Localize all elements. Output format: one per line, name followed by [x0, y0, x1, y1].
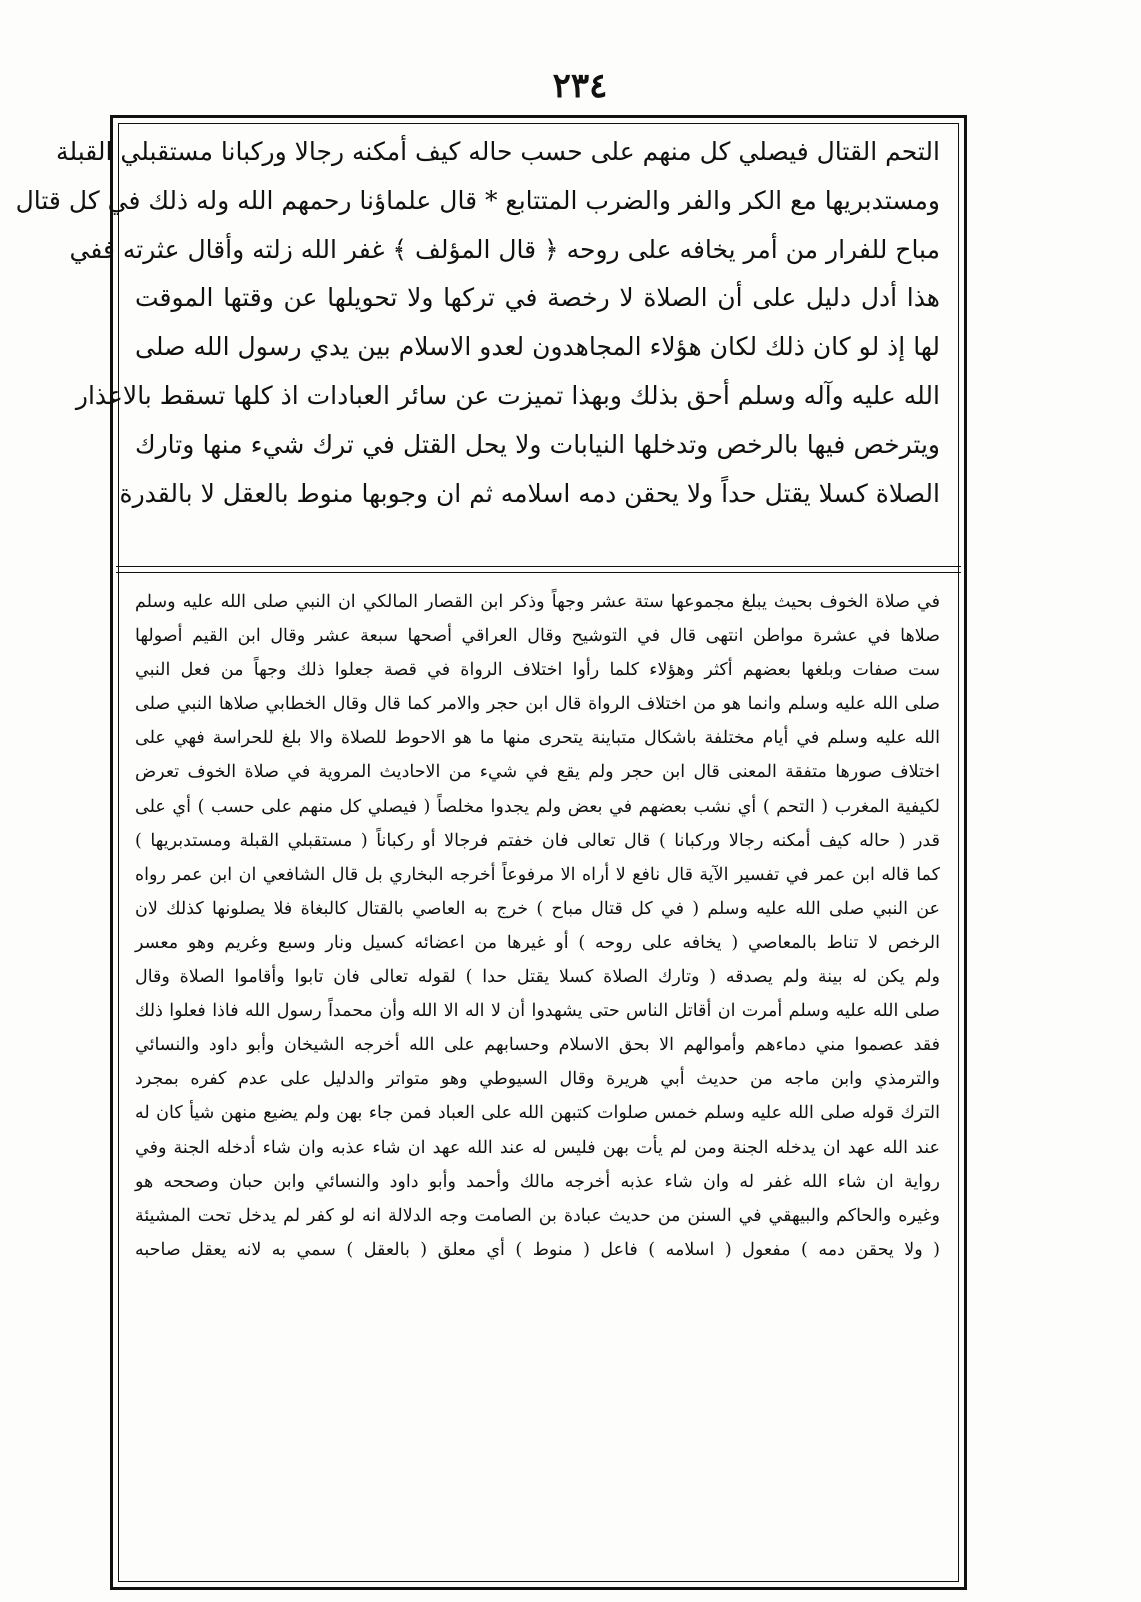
commentary-line: صلى الله عليه وسلم أمرت ان أقاتل الناس حتى يشهدوا أن لا اله الا الله وأن محمداً رسول الله فاذا فعلوا ذلك	[135, 1001, 940, 1022]
commentary-line: والترمذي وابن ماجه من حديث أبي هريرة وقال السيوطي وهو متواتر والدليل على عدم كفره بمجرد	[135, 1069, 940, 1090]
commentary-line: وغيره والحاكم والبيهقي في السنن من حديث عبادة بن الصامت وجه الدلالة انه لو كفر لم يدخل تحت المشيئة	[135, 1205, 940, 1226]
commentary-line: قدر ( حاله كيف أمكنه رجالا وركبانا ) قال تعالى فان خفتم فرجالا أو ركباناً ( مستقبلي القبلة ومستدبريها )	[135, 830, 940, 851]
commentary-line: الترك قوله صلى الله عليه وسلم خمس صلوات كتبهن الله على العباد فمن جاء بهن ولم يضيع منهن شيأ كان له	[135, 1103, 940, 1124]
commentary-line: الله عليه وسلم في أيام مختلفة باشكال متباينة يتحرى منها ما هو الاحوط للصلاة والا بلغ للحراسة فهي على	[135, 728, 940, 749]
section-divider-top	[116, 566, 961, 567]
main-text-line: الصلاة كسلا يقتل حداً ولا يحقن دمه اسلامه ثم ان وجوبها منوط بالعقل لا بالقدرة	[119, 478, 940, 508]
main-text-line: ومستدبريها مع الكر والفر والضرب المتتابع * قال علماؤنا رحمهم الله وله ذلك في كل قتال	[15, 185, 940, 215]
commentary-block	[135, 585, 940, 1575]
commentary-line: الرخص لا تناط بالمعاصي ( يخافه على روحه ) أو غيرها من اعضائه كسيل ونار وسبع وغريم وهو معسر	[135, 932, 940, 953]
commentary-line: كما قاله ابن عمر في تفسير الآية قال نافع لا أراه الا مرفوعاً أخرجه البخاري بل قال الشافعي ان ابن عمر رواه	[135, 864, 940, 885]
commentary-line: صلاها في عشرة مواطن انتهى قال في التوشيح وقال العراقي أصحها سبعة عشر وقال ابن القيم أصولها	[135, 626, 940, 647]
main-text-block	[15, 128, 940, 568]
commentary-line: في صلاة الخوف بحيث يبلغ مجموعها ستة عشر وجهاً وذكر ابن القصار المالكي ان النبي صلى الله عليه وسلم	[135, 592, 940, 612]
main-text-line: مباح للفرار من أمر يخافه على روحه ﴿ قال المؤلف ﴾ غفر الله زلته وأقال عثرته ففي	[69, 234, 940, 264]
commentary-line: رواية ان شاء الله غفر له وان شاء عذبه أخرجه مالك وأحمد وأبو داود والنسائي وابن حبان وصححه هو	[135, 1171, 940, 1192]
commentary-line: صلى الله عليه وسلم وانما هو من اختلاف الرواة قال ابن حجر والامر كما قال وقال الخطابي صلاها النبي صلى	[135, 694, 940, 715]
commentary-line: عند الله عهد ان يدخله الجنة ومن لم يأت بهن فليس له عند الله عهد ان شاء عذبه وان شاء أدخله الجنة وفي	[135, 1137, 940, 1158]
main-text-line: الله عليه وآله وسلم أحق بذلك وبهذا تميزت عن سائر العبادات اذ كلها تسقط بالاعذار	[75, 380, 940, 410]
commentary-line: ( ولا يحقن دمه ) مفعول ( اسلامه ) فاعل ( منوط ) أي معلق ( بالعقل ) سمي به لانه يعقل صاحبه	[135, 1239, 940, 1260]
commentary-line: فقد عصموا مني دماءهم وأموالهم الا بحق الاسلام وحسابهم على الله أخرجه الشيخان وأبو داود والنسائي	[135, 1035, 940, 1056]
commentary-line: لكيفية المغرب ( التحم ) أي نشب بعضهم في بعض ولم يجدوا مخلصاً ( فيصلي كل منهم على حسب ) أي على	[135, 796, 940, 817]
commentary-line: ست صفات وبلغها بعضهم أكثر وهؤلاء كلما رأوا اختلاف الرواة في قصة جعلوا ذلك وجهاً من فعل النبي	[135, 660, 940, 681]
main-text-line: هذا أدل دليل على أن الصلاة لا رخصة في تركها ولا تحويلها عن وقتها الموقت	[135, 283, 940, 313]
commentary-line: ولم يكن له بينة ولم يصدقه ( وتارك الصلاة كسلا يقتل حدا ) لقوله تعالى فان تابوا وأقاموا الصلاة وقال	[135, 967, 940, 988]
main-text-line: التحم القتال فيصلي كل منهم على حسب حاله كيف أمكنه رجالا وركبانا مستقبلي القبلة	[56, 137, 940, 166]
section-divider-bottom	[116, 572, 961, 573]
main-text-line: ويترخص فيها بالرخص وتدخلها النيابات ولا يحل القتل في ترك شيء منها وتارك	[135, 429, 940, 459]
commentary-line: عن النبي صلى الله عليه وسلم ( في كل قتال مباح ) خرج به العاصي بالقتال كالبغاة فلا يصلونها كذلك لان	[135, 898, 940, 919]
main-text-line: لها إذ لو كان ذلك لكان هؤلاء المجاهدون لعدو الاسلام بين يدي رسول الله صلى	[135, 332, 940, 362]
page-number: ٢٣٤	[552, 66, 608, 106]
commentary-line: اختلاف صورها متفقة المعنى قال ابن حجر ولم يقع في شيء من الاحاديث المروية في صلاة الخوف تعرض	[135, 762, 940, 783]
